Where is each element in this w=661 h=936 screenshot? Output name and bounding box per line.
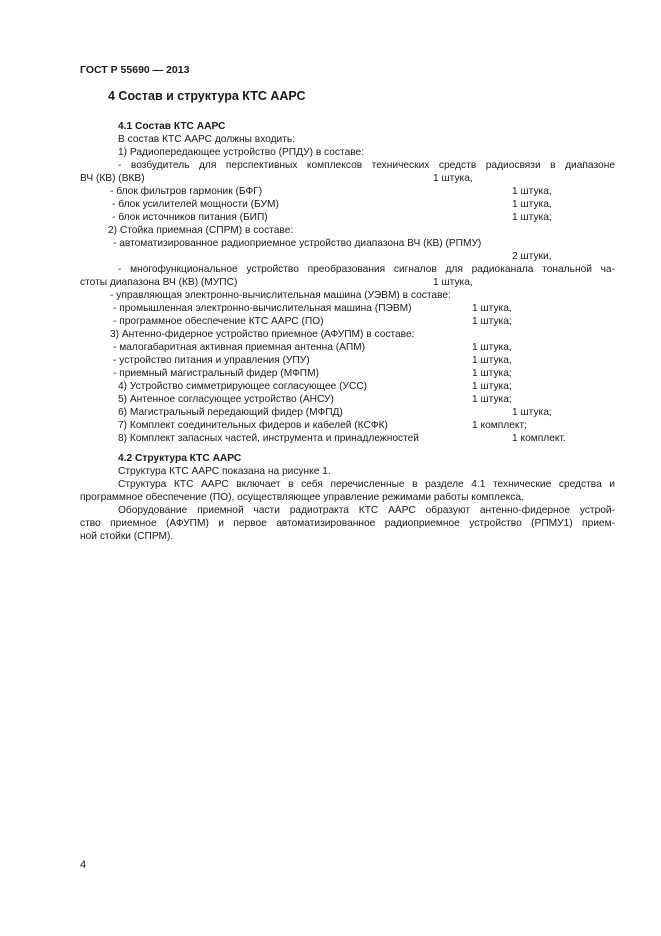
list-item-3: 3) Антенно-фидерное устройство приемное (АФУПМ) в составе: [110, 329, 415, 340]
list-subitem-bfg: - блок фильтров гармоник (БФГ) [110, 186, 263, 197]
list-subitem-upu: - устройство питания и управления (УПУ) [113, 355, 310, 366]
quantity: 1 штука, [512, 186, 552, 197]
list-subitem-apm: - малогабаритная активная приемная антенна (АПМ) [113, 342, 366, 353]
list-subitem-exciter: - возбудитель для перспективных комплексов технических средств радиосвязи в диапазоне [118, 160, 615, 171]
list-item-5: 5) Антенное согласующее устройство (АНСУ) [118, 394, 334, 405]
quantity: 1 штука; [512, 407, 552, 418]
list-subitem-rpmu: - автоматизированное радиоприемное устройство диапазона ВЧ (КВ) (РПМУ) [113, 238, 482, 249]
list-item-4: 4) Устройство симметрирующее согласующее (УСС) [118, 381, 368, 392]
list-subitem-pevm: - промышленная электронно-вычислительная машина (ПЭВМ) [113, 303, 412, 314]
list-item-6: 6) Магистральный передающий фидер (МФПД) [118, 407, 343, 418]
quantity: 1 штука; [472, 381, 512, 392]
paragraph-line: Оборудование приемной части радиотракта КТС ААРС образуют антенно-фидерное устрой- [118, 505, 615, 516]
list-item-7: 7) Комплект соединительных фидеров и кабелей (КСФК) [118, 420, 388, 431]
paragraph-line: ство приемное (АФУПМ) и первое автоматизированное радиоприемное устройство (РПМУ1) прием- [80, 518, 615, 529]
list-item-2: 2) Стойка приемная (СПРМ) в составе: [108, 225, 294, 236]
quantity: 1 штука, [433, 173, 473, 184]
list-subitem-bip: - блок источников питания (БИП) [112, 212, 268, 223]
quantity: 1 штука; [472, 316, 512, 327]
list-item-8: 8) Комплект запасных частей, инструмента и принадлежностей [118, 433, 419, 444]
list-item-1: 1) Радиопередающее устройство (РПДУ) в составе: [118, 147, 365, 158]
paragraph-line: Структура КТС ААРС включает в себя перечисленные в разделе 4.1 технические средства и [118, 479, 615, 490]
subsection-title-4-1: 4.1 Состав КТС ААРС [118, 121, 226, 132]
list-subitem-po: - программное обеспечение КТС ААРС (ПО) [113, 316, 324, 327]
section-title: 4 Состав и структура КТС ААРС [108, 89, 306, 103]
paragraph-line: ной стойки (СПРМ). [80, 531, 174, 542]
list-subitem-mups-cont: стоты диапазона ВЧ (КВ) (МУПС) [80, 277, 238, 288]
paragraph-line: программное обеспечение (ПО), осуществляющее управление режимами работы комплекса. [80, 492, 524, 503]
list-subitem-mfpm: - приемный магистральный фидер (МФПМ) [113, 368, 320, 379]
quantity: 1 комплект; [472, 420, 527, 431]
paragraph-line: Структура КТС ААРС показана на рисунке 1. [118, 466, 331, 477]
quantity: 1 штука; [472, 368, 512, 379]
quantity: 1 комплект. [512, 433, 566, 444]
quantity: 1 штука; [512, 212, 552, 223]
quantity: 1 штука, [472, 303, 512, 314]
page-number: 4 [80, 859, 87, 871]
quantity: 1 штука, [433, 277, 473, 288]
list-subitem-exciter-cont: ВЧ (КВ) (ВКВ) [80, 173, 145, 184]
quantity: 1 штука, [472, 355, 512, 366]
list-subitem-uevm: - управляющая электронно-вычислительная машина (УЭВМ) в составе: [110, 290, 451, 301]
quantity: 1 штука, [472, 342, 512, 353]
quantity: 2 штуки, [512, 251, 552, 262]
quantity: 1 штука, [512, 199, 552, 210]
list-subitem-bum: - блок усилителей мощности (БУМ) [112, 199, 279, 210]
quantity: 1 штука; [472, 394, 512, 405]
document-header: ГОСТ Р 55690 — 2013 [80, 64, 190, 76]
subsection-title-4-2: 4.2 Структура КТС ААРС [118, 453, 242, 464]
list-subitem-mups: - многофункциональное устройство преобразования сигналов для радиоканала тональной ча- [118, 264, 615, 275]
intro-line: В состав КТС ААРС должны входить: [118, 134, 296, 145]
